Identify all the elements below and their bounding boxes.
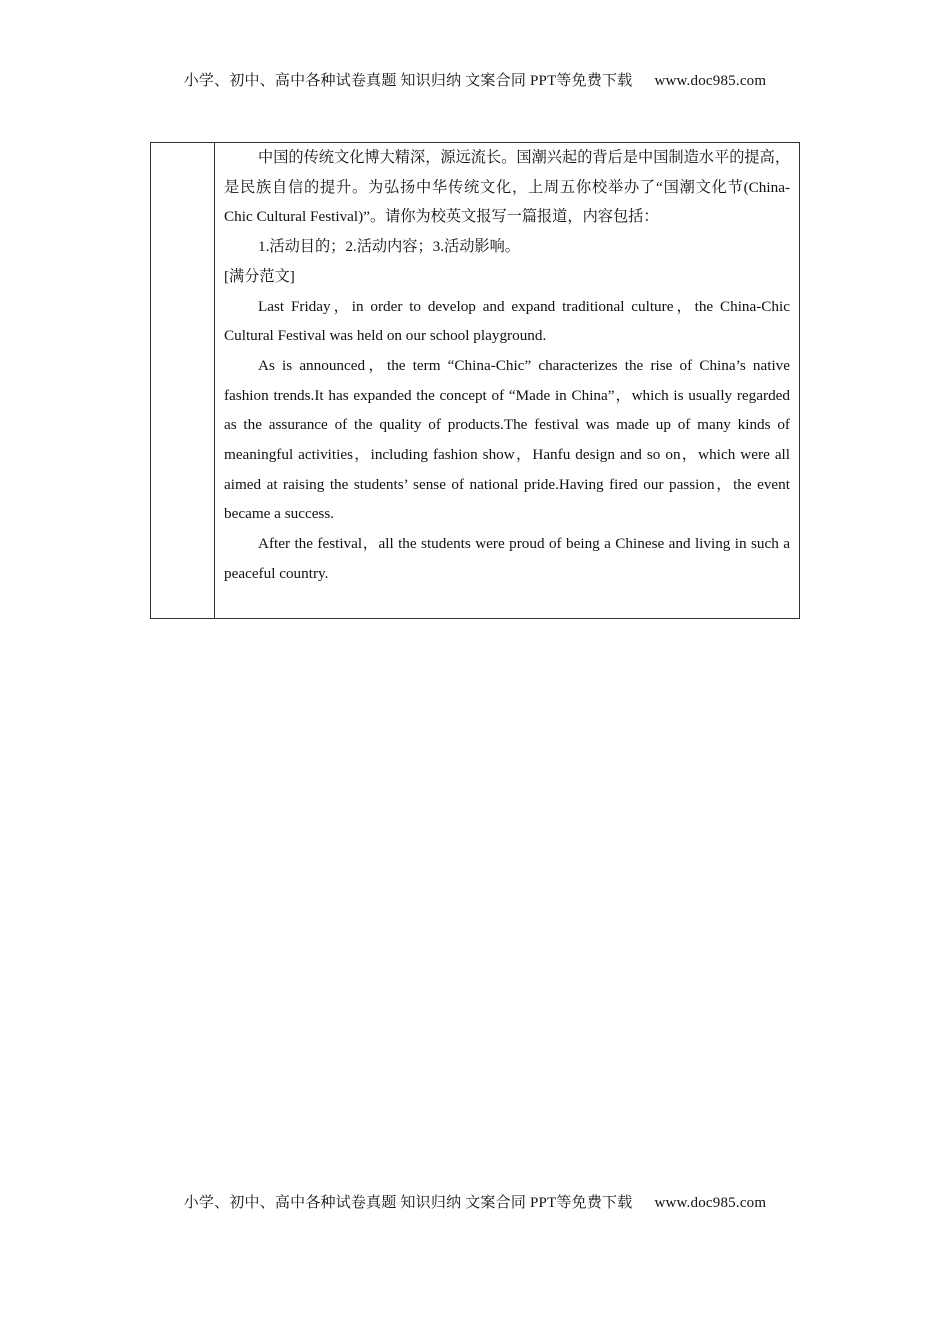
essay-paragraph-1: Last Friday，in order to develop and expand traditional culture，the China-Chic Cultural Festival was held on our school playground. [224,297,790,345]
sample-essay-label: [满分范文] [224,267,295,285]
content-table [150,142,800,619]
table-left-cell [151,143,215,618]
essay-paragraph-2: As is announced，the term “China-Chic” characterizes the rise of China’s native fashion trends.It has expanded the concept of “Made in China”，which is usually regarded as the assurance of the quality of products.The festival was made up of many kinds of meaningful activities，including fashion show，Hanfu design and so on，which were all aimed at raising the students’ sense of national pride.Having fired our passion，the event became a success. [224,356,790,523]
page-header [0,69,950,90]
essay-paragraph-3: After the festival，all the students were proud of being a Chinese and living in such a peaceful country. [224,535,790,582]
page-footer [0,1191,950,1212]
prompt-paragraph: 中国的传统文化博大精深，源远流长。国潮兴起的背后是中国制造水平的提高，是民族自信的提升。为弘扬中华传统文化，上周五你校举办了“国潮文化节(China-Chic Cultural Festival)”。请你为校英文报写一篇报道，内容包括： [224,149,790,226]
footer-text: 小学、初中、高中各种试卷真题 知识归纳 文案合同 PPT等免费下载 [183,1195,633,1211]
task-points: 1.活动目的；2.活动内容；3.活动影响。 [258,238,520,256]
header-text: 小学、初中、高中各种试卷真题 知识归纳 文案合同 PPT等免费下载 [183,73,633,89]
header-site: www.doc985.com [654,73,767,89]
table-right-cell [224,143,790,589]
footer-site: www.doc985.com [654,1195,767,1211]
